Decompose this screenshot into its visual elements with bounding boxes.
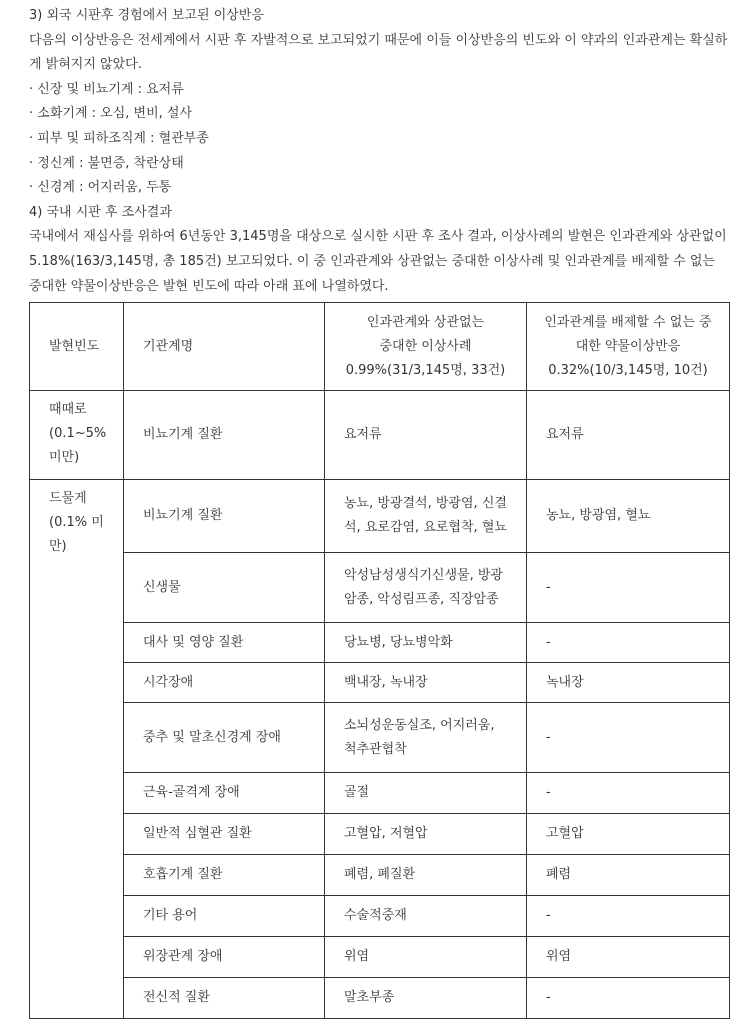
section-3-heading: 3) 외국 시판후 경험에서 보고된 이상반응 — [29, 8, 264, 23]
serious-events-cell: 소뇌성운동실조, 어지러움, 척추관협착 — [325, 703, 527, 773]
serious-adr-cell: - — [527, 703, 730, 773]
table-row — [30, 703, 730, 773]
organ-cell: 비뇨기계 질환 — [124, 391, 325, 480]
table-row — [30, 814, 730, 855]
serious-events-cell: 골절 — [325, 773, 527, 814]
table-row — [30, 391, 730, 480]
serious-adr-cell: - — [527, 553, 730, 623]
section-4-description: 국내에서 재심사를 위하여 6년동안 3,145명을 대상으로 실시한 시판 후 조사 결과, 이상사례의 발현은 인과관계와 상관없이 5.18%(163/3,145명, 총 185건) 보고되었다. 이 중 인과관계와 상관없는 중대한 이상사례 및 인과관계를 배제할 수 없는 중대한 약물이상반응은 발현 빈도에 따라 아래 표에 나열하였다. — [29, 229, 727, 294]
organ-cell: 대사 및 영양 질환 — [124, 623, 325, 663]
bullet-item: · 소화기계 : 오심, 변비, 설사 — [29, 106, 193, 122]
serious-events-cell: 요저류 — [325, 391, 527, 480]
serious-events-cell: 당뇨병, 당뇨병악화 — [325, 623, 527, 663]
serious-adr-cell: 요저류 — [527, 391, 730, 480]
organ-cell: 신생물 — [124, 553, 325, 623]
adverse-events-table — [29, 302, 730, 1019]
table-row — [30, 553, 730, 623]
organ-cell: 기타 용어 — [124, 896, 325, 937]
organ-cell: 근육-골격계 장애 — [124, 773, 325, 814]
serious-adr-cell: 녹내장 — [527, 663, 730, 703]
table-row — [30, 623, 730, 663]
header-serious-adr: 인과관계를 배제할 수 없는 중 대한 약물이상반응 0.32%(10/3,145명, 10건) — [527, 303, 730, 391]
serious-events-cell: 악성남성생식기신생물, 방광암종, 악성림프종, 직장암종 — [325, 553, 527, 623]
organ-cell: 비뇨기계 질환 — [124, 480, 325, 553]
table-row — [30, 896, 730, 937]
section-4-heading: 4) 국내 시판 후 조사결과 — [29, 204, 172, 220]
serious-events-cell: 수술적중재 — [325, 896, 527, 937]
serious-adr-cell: 폐렴 — [527, 855, 730, 896]
table-row — [30, 773, 730, 814]
organ-cell: 중추 및 말초신경계 장애 — [124, 703, 325, 773]
serious-adr-cell: 위염 — [527, 937, 730, 978]
serious-events-cell: 폐렴, 폐질환 — [325, 855, 527, 896]
organ-cell: 시각장애 — [124, 663, 325, 703]
section-3-description: 다음의 이상반응은 전세계에서 시판 후 자발적으로 보고되었기 때문에 이들 이상반응의 빈도와 이 약과의 인과관계는 확실하게 밝혀지지 않았다. — [29, 32, 728, 73]
serious-adr-cell: - — [527, 896, 730, 937]
header-serious-events: 인과관계와 상관없는 중대한 이상사례 0.99%(31/3,145명, 33건) — [325, 303, 527, 391]
bullet-item: · 정신계 : 불면증, 착란상태 — [29, 155, 184, 171]
frequency-rare: 드물게 (0.1% 미만) — [30, 480, 124, 1019]
serious-adr-cell: - — [527, 978, 730, 1019]
serious-events-cell: 말초부종 — [325, 978, 527, 1019]
header-organ-system: 기관계명 — [124, 303, 325, 391]
frequency-occasional: 때때로 (0.1~5% 미만) — [30, 391, 124, 480]
table-row — [30, 978, 730, 1019]
serious-adr-cell: - — [527, 623, 730, 663]
serious-adr-cell: - — [527, 773, 730, 814]
bullet-item: · 신경계 : 어지러움, 두통 — [29, 180, 172, 196]
organ-cell: 일반적 심혈관 질환 — [124, 814, 325, 855]
serious-events-cell: 고혈압, 저혈압 — [325, 814, 527, 855]
organ-cell: 호흡기계 질환 — [124, 855, 325, 896]
header-frequency: 발현빈도 — [30, 303, 124, 391]
organ-cell: 전신적 질환 — [124, 978, 325, 1019]
table-row — [30, 663, 730, 703]
table-row — [30, 937, 730, 978]
organ-cell: 위장관계 장애 — [124, 937, 325, 978]
table-header-row — [30, 303, 730, 391]
serious-events-cell: 백내장, 녹내장 — [325, 663, 527, 703]
bullet-item: · 신장 및 비뇨기계 : 요저류 — [29, 81, 184, 97]
serious-events-cell: 위염 — [325, 937, 527, 978]
intro-text — [29, 4, 731, 299]
serious-adr-cell: 고혈압 — [527, 814, 730, 855]
serious-events-cell: 농뇨, 방광결석, 방광염, 신결석, 요로감염, 요로협착, 혈뇨 — [325, 480, 527, 553]
table-row — [30, 480, 730, 553]
serious-adr-cell: 농뇨, 방광염, 혈뇨 — [527, 480, 730, 553]
table-row — [30, 855, 730, 896]
bullet-item: · 피부 및 피하조직계 : 혈관부종 — [29, 130, 209, 146]
